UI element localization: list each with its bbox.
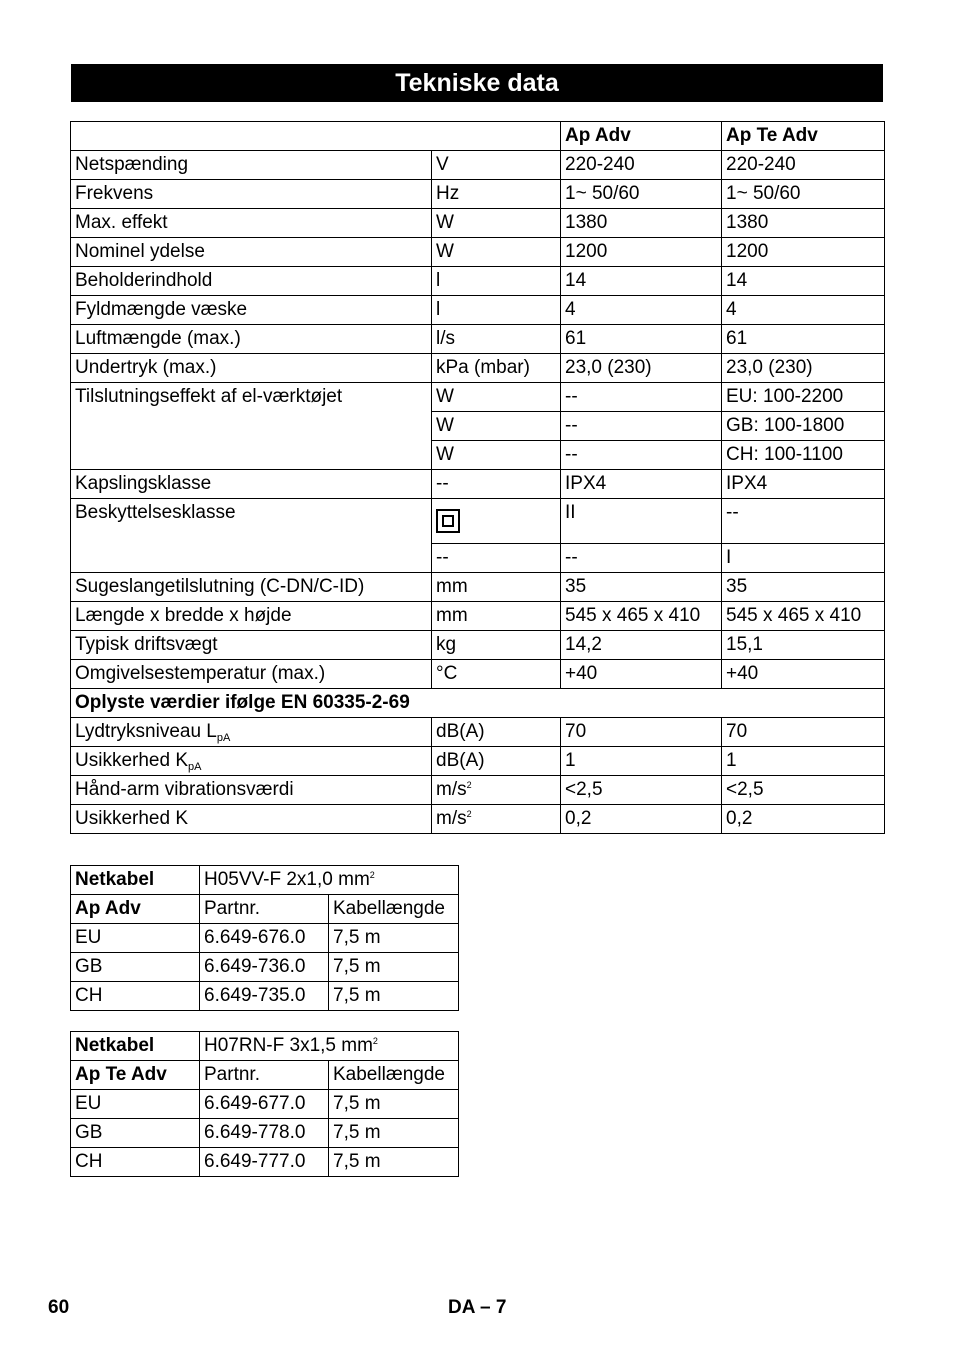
cable-part-number: 6.649-777.0 (200, 1148, 329, 1177)
table-row (71, 470, 885, 499)
row-unit: kPa (mbar) (432, 354, 561, 383)
value-ap-adv: 23,0 (230) (561, 354, 722, 383)
value-ap-te-adv: GB: 100-1800 (722, 412, 885, 441)
page-number: 60 (48, 1297, 70, 1318)
cable-length: 7,5 m (329, 1148, 459, 1177)
row-label: Omgivelsestemperatur (max.) (71, 660, 432, 689)
value-ap-te-adv: 1 (722, 747, 885, 776)
table-row (71, 325, 885, 354)
table-header-row (71, 122, 885, 151)
row-label: Fyldmængde væske (71, 296, 432, 325)
cable-label: Netkabel (71, 866, 200, 895)
value-ap-adv: 1 (561, 747, 722, 776)
cable-region: EU (71, 1090, 200, 1119)
row-label: Kapslingsklasse (71, 470, 432, 499)
section-header-row (71, 689, 885, 718)
cable-header-row (71, 895, 459, 924)
value-ap-adv: 0,2 (561, 805, 722, 834)
row-label: Tilslutningseffekt af el-værktøjet (71, 383, 432, 470)
row-unit: kg (432, 631, 561, 660)
row-unit: $m/s^2$ (432, 776, 561, 805)
cable-part-number: 6.649-736.0 (200, 953, 329, 982)
cable-region: CH (71, 1148, 200, 1177)
value-ap-adv: 1200 (561, 238, 722, 267)
value-ap-adv: IPX4 (561, 470, 722, 499)
row-label: Beskyttelsesklasse (71, 499, 432, 573)
value-ap-adv: 61 (561, 325, 722, 354)
row-label: Typisk driftsvægt (71, 631, 432, 660)
row-unit: l/s (432, 325, 561, 354)
header-ap-adv: Ap Adv (561, 122, 722, 151)
table-row (71, 924, 459, 953)
row-unit: $m/s^2$ (432, 805, 561, 834)
row-unit: W (432, 441, 561, 470)
table-row (71, 660, 885, 689)
value-ap-te-adv: 35 (722, 573, 885, 602)
cable-length: 7,5 m (329, 1090, 459, 1119)
value-ap-adv: 70 (561, 718, 722, 747)
cable-table-ap-te-adv (70, 1031, 459, 1177)
row-unit: W (432, 383, 561, 412)
value-ap-adv: -- (561, 544, 722, 573)
page-code: DA – 7 (448, 1297, 507, 1318)
cable-type-row (71, 1032, 459, 1061)
cable-part-number: 6.649-735.0 (200, 982, 329, 1011)
value-ap-te-adv: 14 (722, 267, 885, 296)
table-row (71, 718, 885, 747)
section-header: Oplyste værdier ifølge EN 60335-2-69 (71, 689, 885, 718)
row-unit: l (432, 296, 561, 325)
cable-region: GB (71, 1119, 200, 1148)
table-row (71, 776, 885, 805)
row-label: Netspænding (71, 151, 432, 180)
value-ap-te-adv: CH: 100-1100 (722, 441, 885, 470)
table-row (71, 209, 885, 238)
col-part-number: Partnr. (200, 1061, 329, 1090)
value-ap-adv: -- (561, 441, 722, 470)
value-ap-adv: 1~ 50/60 (561, 180, 722, 209)
value-ap-adv: 545 x 465 x 410 (561, 602, 722, 631)
value-ap-te-adv: 15,1 (722, 631, 885, 660)
header-empty-cell (71, 122, 561, 151)
cable-region: GB (71, 953, 200, 982)
value-ap-adv: 1380 (561, 209, 722, 238)
table-row (71, 354, 885, 383)
row-label: Sugeslangetilslutning (C-DN/C-ID) (71, 573, 432, 602)
cable-part-number: 6.649-778.0 (200, 1119, 329, 1148)
value-ap-te-adv: 4 (722, 296, 885, 325)
value-ap-te-adv: 1200 (722, 238, 885, 267)
value-ap-adv: -- (561, 383, 722, 412)
table-row (71, 180, 885, 209)
table-row (71, 151, 885, 180)
row-unit: -- (432, 470, 561, 499)
row-unit: W (432, 238, 561, 267)
row-unit: V (432, 151, 561, 180)
col-cable-length: Kabellængde (329, 1061, 459, 1090)
cable-model: Ap Adv (71, 895, 200, 924)
row-label: Frekvens (71, 180, 432, 209)
table-row (71, 805, 885, 834)
col-cable-length: Kabellængde (329, 895, 459, 924)
value-ap-adv: -- (561, 412, 722, 441)
row-unit: dB(A) (432, 718, 561, 747)
row-label: Hånd-arm vibrationsværdi (71, 776, 432, 805)
cable-model: Ap Te Adv (71, 1061, 200, 1090)
row-label: Usikkerhed $K_{pA}$ (71, 747, 432, 776)
page-title: Tekniske data (71, 64, 883, 102)
table-row (71, 238, 885, 267)
row-label: Max. effekt (71, 209, 432, 238)
row-unit: mm (432, 573, 561, 602)
row-unit: Hz (432, 180, 561, 209)
cable-table-ap-adv (70, 865, 459, 1011)
cable-length: 7,5 m (329, 953, 459, 982)
value-ap-adv: 14,2 (561, 631, 722, 660)
row-label: Undertryk (max.) (71, 354, 432, 383)
cable-label: Netkabel (71, 1032, 200, 1061)
value-ap-adv: II (561, 499, 722, 544)
table-row (71, 499, 885, 544)
value-ap-te-adv: 1380 (722, 209, 885, 238)
value-ap-adv: +40 (561, 660, 722, 689)
table-row (71, 1090, 459, 1119)
cable-length: 7,5 m (329, 924, 459, 953)
value-ap-te-adv: 220-240 (722, 151, 885, 180)
value-ap-te-adv: 23,0 (230) (722, 354, 885, 383)
protection-class-ii-icon (436, 509, 460, 533)
row-label: Længde x bredde x højde (71, 602, 432, 631)
technical-data-table (70, 121, 885, 834)
value-ap-te-adv: 1~ 50/60 (722, 180, 885, 209)
cable-region: EU (71, 924, 200, 953)
value-ap-te-adv: 61 (722, 325, 885, 354)
value-ap-te-adv: IPX4 (722, 470, 885, 499)
table-row (71, 383, 885, 412)
row-label: Beholderindhold (71, 267, 432, 296)
table-row (71, 267, 885, 296)
row-label: Lydtryksniveau $L_{pA}$ (71, 718, 432, 747)
table-row (71, 631, 885, 660)
row-unit: l (432, 267, 561, 296)
value-ap-te-adv: 545 x 465 x 410 (722, 602, 885, 631)
value-ap-te-adv: -- (722, 499, 885, 544)
row-unit: W (432, 209, 561, 238)
value-ap-adv: <2,5 (561, 776, 722, 805)
cable-length: 7,5 m (329, 1119, 459, 1148)
row-label: Usikkerhed K (71, 805, 432, 834)
value-ap-te-adv: <2,5 (722, 776, 885, 805)
row-unit: °C (432, 660, 561, 689)
value-ap-adv: 14 (561, 267, 722, 296)
value-ap-adv: 35 (561, 573, 722, 602)
table-row (71, 602, 885, 631)
table-row (71, 982, 459, 1011)
value-ap-te-adv: 70 (722, 718, 885, 747)
cable-part-number: 6.649-677.0 (200, 1090, 329, 1119)
row-unit: -- (432, 544, 561, 573)
value-ap-adv: 220-240 (561, 151, 722, 180)
row-unit (432, 499, 561, 544)
table-row (71, 1148, 459, 1177)
value-ap-te-adv: 0,2 (722, 805, 885, 834)
cable-region: CH (71, 982, 200, 1011)
cable-type: H07RN-F 3x1,5 $mm^2$ (200, 1032, 459, 1061)
cable-header-row (71, 1061, 459, 1090)
value-ap-te-adv: I (722, 544, 885, 573)
table-row (71, 573, 885, 602)
value-ap-te-adv: +40 (722, 660, 885, 689)
value-ap-adv: 4 (561, 296, 722, 325)
table-row (71, 953, 459, 982)
cable-type: H05VV-F 2x1,0 $mm^2$ (200, 866, 459, 895)
row-unit: mm (432, 602, 561, 631)
cable-length: 7,5 m (329, 982, 459, 1011)
row-label: Nominel ydelse (71, 238, 432, 267)
value-ap-te-adv: EU: 100-2200 (722, 383, 885, 412)
cable-type-row (71, 866, 459, 895)
row-label: Luftmængde (max.) (71, 325, 432, 354)
header-ap-te-adv: Ap Te Adv (722, 122, 885, 151)
cable-part-number: 6.649-676.0 (200, 924, 329, 953)
col-part-number: Partnr. (200, 895, 329, 924)
row-unit: dB(A) (432, 747, 561, 776)
row-unit: W (432, 412, 561, 441)
table-row (71, 747, 885, 776)
table-row (71, 296, 885, 325)
table-row (71, 1119, 459, 1148)
